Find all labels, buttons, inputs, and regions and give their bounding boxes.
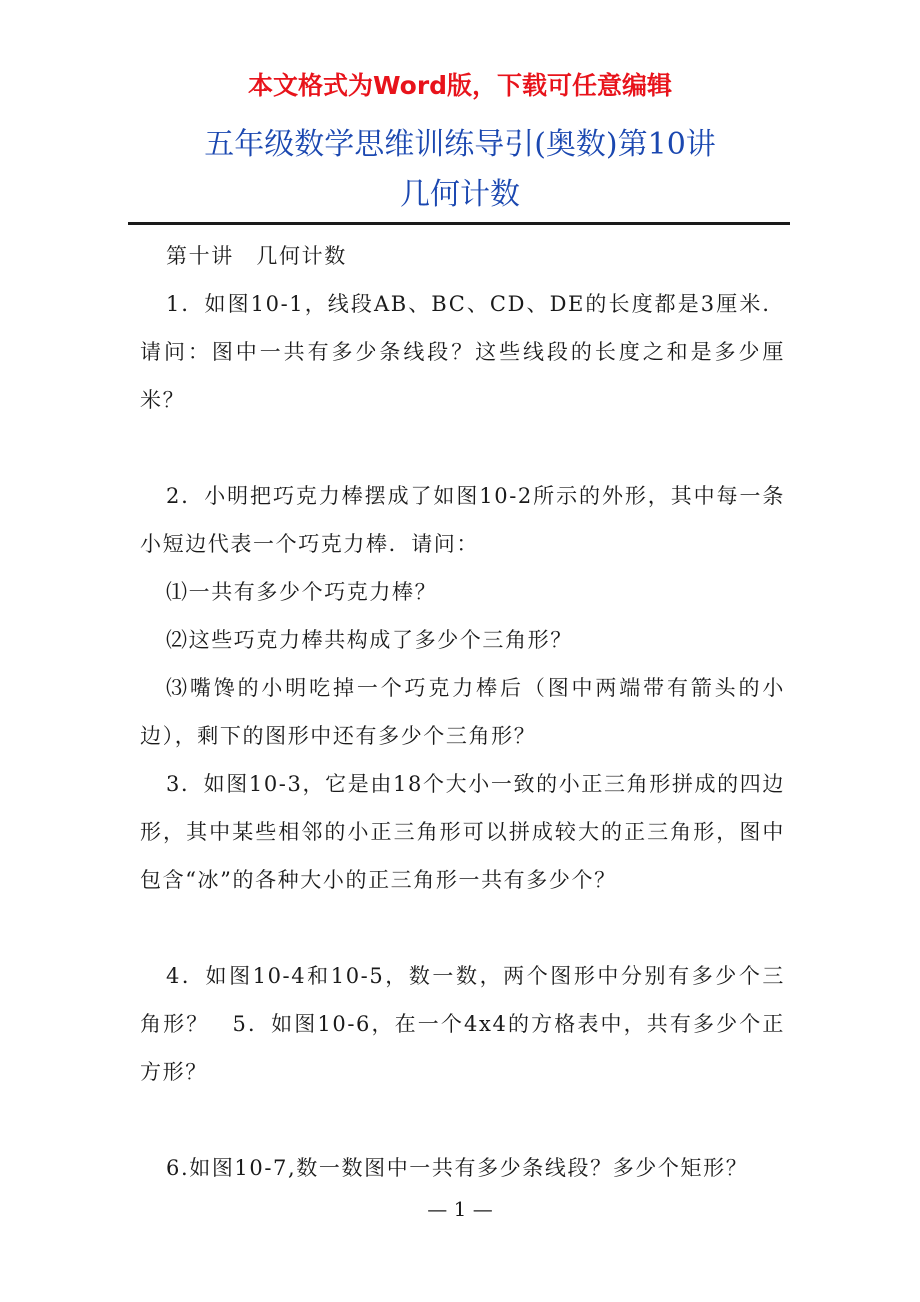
document-body: [140, 232, 785, 1192]
question-2-part-1: ⑴一共有多少个巧克力棒？: [166, 580, 438, 604]
page-title: [0, 120, 920, 220]
spacer: [140, 1096, 785, 1144]
question-4-5: 4．如图10-4和10-5，数一数，两个图形中分别有多少个三角形？ 5．如图10-6，在一个4x4的方格表中，共有多少个正方形？: [140, 964, 785, 1084]
question-2-intro: 2．小明把巧克力棒摆成了如图10-2所示的外形，其中每一条小短边代表一个巧克力棒．请问：: [140, 484, 785, 556]
spacer: [140, 424, 785, 472]
question-2-part-2: ⑵这些巧克力棒共构成了多少个三角形？: [166, 628, 573, 652]
question-3: 3．如图10-3，它是由18个大小一致的小正三角形拼成的四边形，其中某些相邻的小正三角形可以拼成较大的正三角形，图中包含“冰”的各种大小的正三角形一共有多少个？: [140, 772, 785, 892]
spacer: [140, 904, 785, 952]
section-heading: 第十讲 几何计数: [166, 244, 347, 268]
question-1: 1．如图10-1，线段AB、BC、CD、DE的长度都是3厘米．请问：图中一共有多少条线段？这些线段的长度之和是多少厘米？: [140, 292, 785, 412]
download-banner: 本文格式为Word版，下载可任意编辑: [247, 71, 673, 100]
title-divider: [128, 222, 790, 225]
page-number: — 1 —: [427, 1197, 493, 1221]
title-line-2: 几何计数: [400, 177, 520, 212]
question-2-part-3: ⑶嘴馋的小明吃掉一个巧克力棒后（图中两端带有箭头的小边），剩下的图形中还有多少个三角形？: [140, 676, 785, 748]
title-line-1: 五年级数学思维训练导引(奥数)第10讲: [204, 127, 716, 162]
question-6: 6.如图10-7,数一数图中一共有多少条线段？多少个矩形？: [166, 1156, 749, 1180]
